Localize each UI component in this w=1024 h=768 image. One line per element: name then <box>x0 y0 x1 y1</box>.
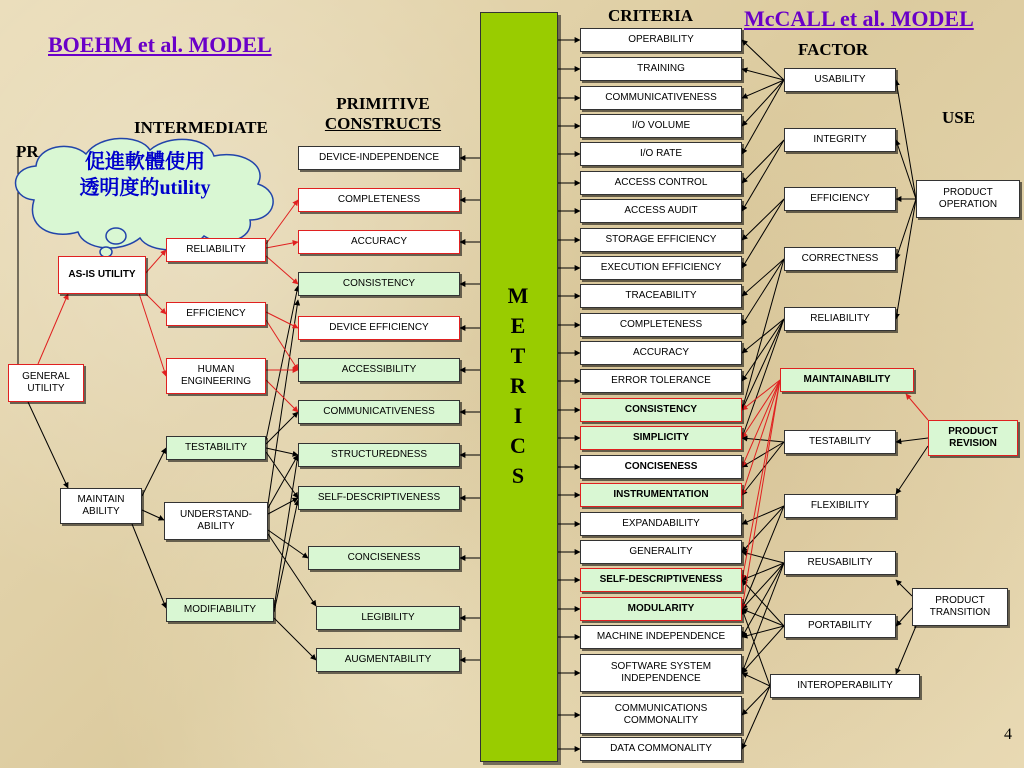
metrics-letter-5: C <box>510 433 526 458</box>
primitive-2: ACCURACY <box>298 230 460 254</box>
primitive-constructs-heading <box>318 94 448 134</box>
factor-8: REUSABILITY <box>784 551 896 575</box>
primitive-4: DEVICE EFFICIENCY <box>298 316 460 340</box>
criteria-19: SELF-DESCRIPTIVENESS <box>580 568 742 592</box>
human-engineering-box: HUMAN ENGINEERING <box>166 358 266 394</box>
metrics-letter-6: S <box>511 463 525 488</box>
criteria-21: MACHINE INDEPENDENCE <box>580 625 742 649</box>
primitive-6: COMMUNICATIVENESS <box>298 400 460 424</box>
primitive-9: CONCISENESS <box>308 546 460 570</box>
as-is-utility-box: AS-IS UTILITY <box>58 256 146 294</box>
factor-6: TESTABILITY <box>784 430 896 454</box>
factor-3: CORRECTNESS <box>784 247 896 271</box>
criteria-7: STORAGE EFFICIENCY <box>580 228 742 252</box>
criteria-4: I/O RATE <box>580 142 742 166</box>
primitive-heading-line2: CONSTRUCTS <box>324 114 442 133</box>
criteria-17: EXPANDABILITY <box>580 512 742 536</box>
metrics-letter-1: E <box>510 313 526 338</box>
boehm-model-title: BOEHM et al. MODEL <box>48 32 272 57</box>
cloud-callout-text <box>40 148 250 201</box>
criteria-14: SIMPLICITY <box>580 426 742 450</box>
criteria-10: COMPLETENESS <box>580 313 742 337</box>
factor-10: INTEROPERABILITY <box>770 674 920 698</box>
use-heading: USE <box>942 108 976 127</box>
metrics-letter-3: R <box>510 373 526 398</box>
criteria-16: INSTRUMENTATION <box>580 483 742 507</box>
factor-9: PORTABILITY <box>784 614 896 638</box>
general-utility-box: GENERAL UTILITY <box>8 364 84 402</box>
page-number: 4 <box>1004 726 1012 743</box>
factor-heading: FACTOR <box>798 40 869 59</box>
intermediate-heading: INTERMEDIATE <box>134 118 268 137</box>
testability-box: TESTABILITY <box>166 436 266 460</box>
criteria-2: COMMUNICATIVENESS <box>580 86 742 110</box>
criteria-20: MODULARITY <box>580 597 742 621</box>
primitive-11: AUGMENTABILITY <box>316 648 460 672</box>
criteria-heading: CRITERIA <box>608 6 694 25</box>
cloud-line-2-latin: utility <box>159 177 211 199</box>
factor-5: MAINTAINABILITY <box>780 368 914 392</box>
cloud-line-2 <box>40 174 250 201</box>
understandability-box: UNDERSTAND- ABILITY <box>164 502 268 540</box>
metrics-letter-0: M <box>507 283 529 308</box>
factor-2: EFFICIENCY <box>784 187 896 211</box>
maintainability-box: MAINTAIN ABILITY <box>60 488 142 524</box>
primitive-5: ACCESSIBILITY <box>298 358 460 382</box>
factor-1: INTEGRITY <box>784 128 896 152</box>
criteria-5: ACCESS CONTROL <box>580 171 742 195</box>
criteria-22: SOFTWARE SYSTEM INDEPENDENCE <box>580 654 742 692</box>
criteria-23: COMMUNICATIONS COMMONALITY <box>580 696 742 734</box>
factor-7: FLEXIBILITY <box>784 494 896 518</box>
criteria-12: ERROR TOLERANCE <box>580 369 742 393</box>
criteria-13: CONSISTENCY <box>580 398 742 422</box>
metrics-letter-2: T <box>510 343 526 368</box>
criteria-1: TRAINING <box>580 57 742 81</box>
criteria-3: I/O VOLUME <box>580 114 742 138</box>
criteria-0: OPERABILITY <box>580 28 742 52</box>
product-operation-box: PRODUCT OPERATION <box>916 180 1020 218</box>
metrics-letter-4: I <box>513 403 523 428</box>
factor-0: USABILITY <box>784 68 896 92</box>
modifiability-box: MODIFIABILITY <box>166 598 274 622</box>
primitive-1: COMPLETENESS <box>298 188 460 212</box>
efficiency-box: EFFICIENCY <box>166 302 266 326</box>
criteria-24: DATA COMMONALITY <box>580 737 742 761</box>
criteria-8: EXECUTION EFFICIENCY <box>580 256 742 280</box>
mccall-model-title: McCALL et al. MODEL <box>744 6 974 31</box>
criteria-15: CONCISENESS <box>580 455 742 479</box>
criteria-6: ACCESS AUDIT <box>580 199 742 223</box>
cloud-line-2-cjk: 透明度的 <box>79 175 160 199</box>
primitive-10: LEGIBILITY <box>316 606 460 630</box>
primary-heading-partial: PR <box>16 142 39 161</box>
primitive-0: DEVICE-INDEPENDENCE <box>298 146 460 170</box>
factor-4: RELIABILITY <box>784 307 896 331</box>
product-transition-box: PRODUCT TRANSITION <box>912 588 1008 626</box>
criteria-9: TRACEABILITY <box>580 284 742 308</box>
primitive-heading-line1: PRIMITIVE <box>336 94 430 113</box>
reliability-box: RELIABILITY <box>166 238 266 262</box>
criteria-11: ACCURACY <box>580 341 742 365</box>
cloud-line-1: 促進軟體使用 <box>85 149 205 173</box>
criteria-18: GENERALITY <box>580 540 742 564</box>
primitive-7: STRUCTUREDNESS <box>298 443 460 467</box>
primitive-3: CONSISTENCY <box>298 272 460 296</box>
primitive-8: SELF-DESCRIPTIVENESS <box>298 486 460 510</box>
product-revision-box: PRODUCT REVISION <box>928 420 1018 456</box>
